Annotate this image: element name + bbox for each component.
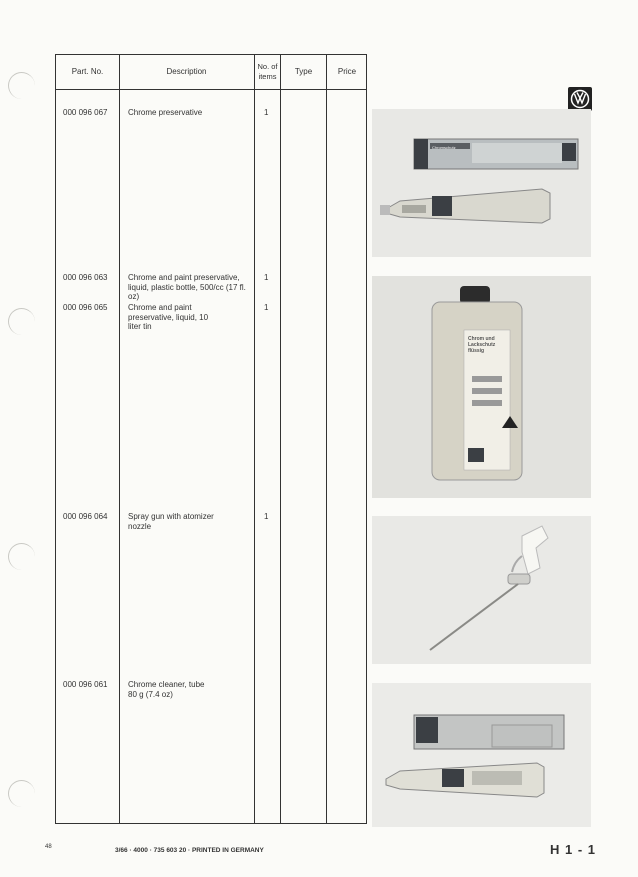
part-number: 000 096 063 bbox=[63, 273, 108, 282]
header-no-of-items: No. of items bbox=[257, 62, 278, 81]
header-type: Type bbox=[294, 67, 313, 76]
binder-hole bbox=[8, 543, 35, 570]
imprint: 3/66 · 4000 · 735 603 20 · PRINTED IN GERMANY bbox=[115, 847, 264, 854]
header-price: Price bbox=[337, 67, 357, 76]
photo-chrome-cleaner bbox=[372, 683, 591, 827]
part-number: 000 096 061 bbox=[63, 680, 108, 689]
item-count: 1 bbox=[264, 303, 269, 312]
part-number: 000 096 064 bbox=[63, 512, 108, 521]
binder-hole bbox=[8, 72, 35, 99]
part-description: Chrome and paint preservative, liquid, plastic bottle, 500/cc (17 fl. oz) bbox=[128, 273, 246, 302]
photo-chrome-preservative bbox=[372, 109, 591, 257]
binder-hole bbox=[8, 308, 35, 335]
photo-label: Chromschutz bbox=[432, 145, 456, 150]
page-number: 48 bbox=[45, 844, 52, 850]
binder-hole bbox=[8, 780, 35, 807]
item-count: 1 bbox=[264, 108, 269, 117]
part-description: Spray gun with atomizer nozzle bbox=[128, 512, 214, 531]
header-part-no: Part. No. bbox=[71, 67, 104, 76]
parts-table bbox=[55, 54, 367, 824]
photo-plastic-bottle bbox=[372, 276, 591, 498]
part-description: Chrome and paint preservative, liquid, 10 liter tin bbox=[128, 303, 209, 332]
vw-logo bbox=[568, 87, 592, 111]
part-description: Chrome preservative bbox=[128, 108, 203, 117]
part-number: 000 096 067 bbox=[63, 108, 108, 117]
part-number: 000 096 065 bbox=[63, 303, 108, 312]
part-description: Chrome cleaner, tube 80 g (7.4 oz) bbox=[128, 680, 205, 699]
header-description: Description bbox=[166, 67, 207, 76]
photo-spray-gun bbox=[372, 516, 591, 664]
section-code: H 1 - 1 bbox=[550, 842, 597, 857]
item-count: 1 bbox=[264, 273, 269, 282]
item-count: 1 bbox=[264, 512, 269, 521]
photo-label: Chrom und Lackschutz flüssig bbox=[468, 336, 496, 354]
